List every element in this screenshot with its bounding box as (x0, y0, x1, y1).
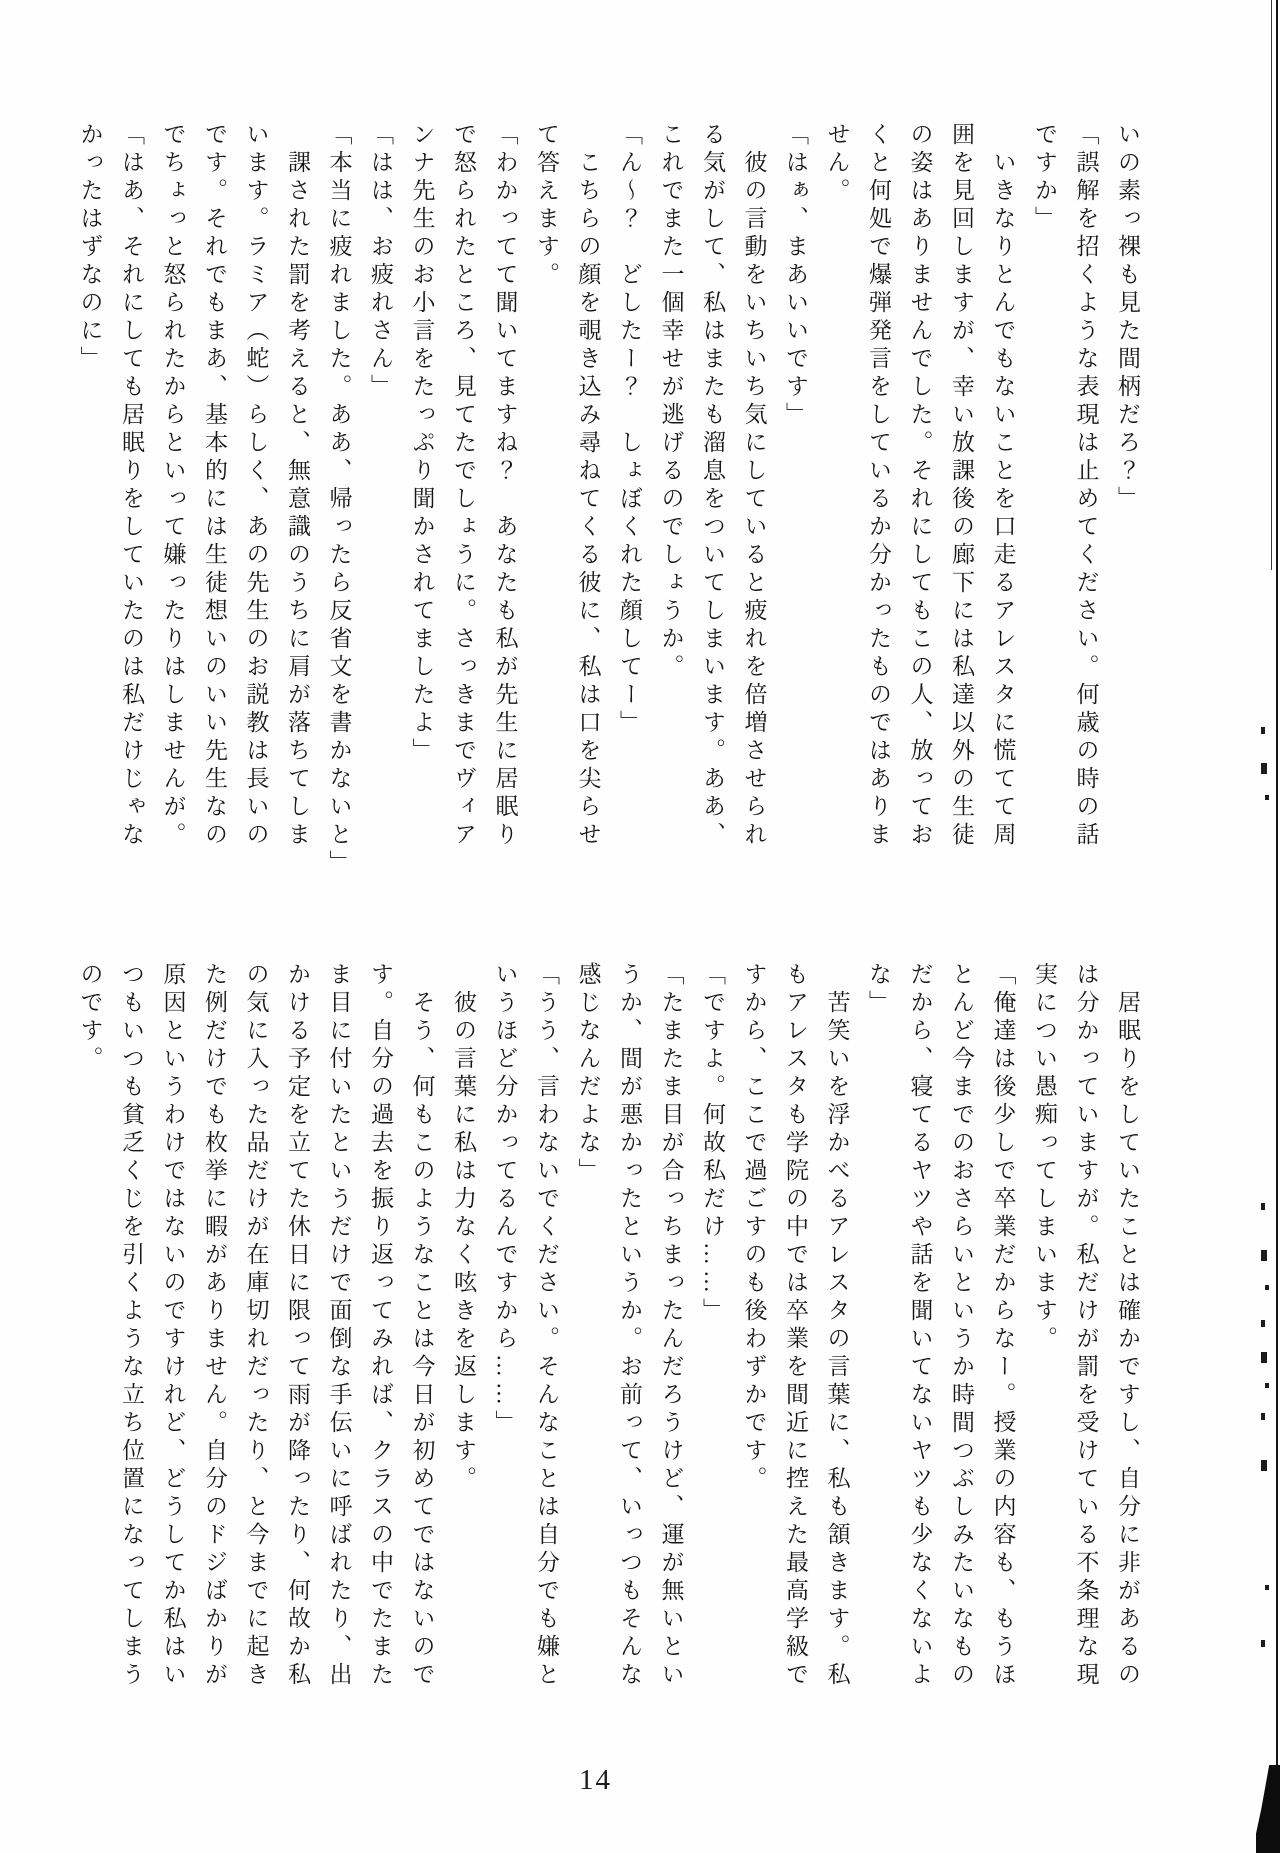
text-column: だから、寝てるヤツや話を聞いてないヤツも少なくないよ (907, 962, 933, 1690)
text-column: こちらの顔を覗き込み尋ねてくる彼に、私は口を尖らせ (575, 122, 601, 850)
text-column: ですか」 (1032, 122, 1057, 234)
text-column: 原因というわけではないのですけれど、どうしてか私はい (160, 962, 186, 1690)
text-column: のです。 (77, 962, 103, 1074)
text-column: 「ん〜？ どしたー？ しょぼくれた顔してー」 (617, 122, 642, 738)
scan-tick (1261, 1460, 1267, 1471)
scan-tick (1261, 727, 1265, 734)
text-column: せん。 (824, 122, 850, 206)
scan-tick (1261, 1413, 1265, 1420)
scan-tick (1265, 795, 1269, 800)
text-column: いの素っ裸も見た間柄だろ？」 (1115, 122, 1140, 514)
text-column: 課された罰を考えると、無意識のうちに肩が落ちてしま (285, 122, 310, 850)
text-column: 「俺達は後少しで卒業だからなー。授業の内容も、もうほ (990, 962, 1016, 1690)
text-column: る気がして、私はまたも溜息をついてしまいます。ああ、 (700, 122, 725, 850)
text-column: 感じなんだよな」 (575, 962, 601, 1186)
text-column: 居眠りをしていたことは確かですし、自分に非があるの (1115, 962, 1140, 1690)
text-column: 実につい愚痴ってしまいます。 (1032, 962, 1057, 1354)
text-column: すから、ここで過ごすのも後わずかです。 (741, 962, 767, 1494)
text-column: とんど今までのおさらいというか時間つぶしみたいなもの (949, 962, 974, 1690)
text-column: もアレスタも学院の中では卒業を間近に控えた最高学級で (783, 962, 808, 1690)
text-column: 「誤解を招くような表現は止めてください。何歳の時の話 (1073, 122, 1099, 850)
text-column: 彼の言葉に私は力なく呟きを返します。 (451, 962, 476, 1494)
text-column: す。自分の過去を振り返ってみれば、クラスの中でたまた (368, 962, 393, 1690)
text-column: でちょっと怒られたからといって嫌ったりはしませんが。 (160, 122, 186, 850)
text-column: 「はぁ、まあいいです」 (783, 122, 808, 430)
text-column: な」 (866, 962, 891, 1018)
text-column: 「本当に疲れました。ああ、帰ったら反省文を書かないと」 (326, 122, 352, 878)
page-number: 14 (579, 1764, 612, 1796)
scan-tick (1261, 1203, 1265, 1210)
scan-tick (1261, 763, 1267, 774)
text-column: ま目に付いたというだけで面倒な手伝いに呼ばれたり、出 (326, 962, 352, 1690)
text-column: は分かっていますが。私だけが罰を受けている不条理な現 (1073, 962, 1099, 1690)
text-column: ンナ先生のお小言をたっぷり聞かされてましたよ」 (409, 122, 435, 766)
text-column: 囲を見回しますが、幸い放課後の廊下には私達以外の生徒 (949, 122, 974, 850)
text-column: の姿はありませんでした。それにしてもこの人、放ってお (907, 122, 933, 850)
scan-tick (1261, 1250, 1267, 1261)
text-column: いきなりとんでもないことを口走るアレスタに慌てて周 (990, 122, 1016, 850)
text-column: いうほど分かってるんですから……」 (492, 962, 518, 1438)
text-column: です。それでもまあ、基本的には生徒想いのいい先生なの (202, 122, 227, 850)
text-column: つもいつも貧乏くじを引くような立ち位置になってしまう (119, 962, 144, 1690)
text-column: うか、間が悪かったというか。お前って、いっつもそんな (617, 962, 642, 1690)
text-column: そう、何もこのようなことは今日が初めてではないので (409, 962, 435, 1690)
text-column: います。ラミア（蛇）らしく、あの先生のお説教は長いの (243, 122, 269, 850)
text-column: た例だけでも枚挙に暇がありません。自分のドジばかりが (202, 962, 227, 1690)
text-column: て答えます。 (534, 122, 559, 290)
text-column: くと何処で爆弾発言をしているか分かったものではありま (866, 122, 891, 850)
text-column: 「うう、言わないでください。そんなことは自分でも嫌と (534, 962, 559, 1690)
text-column: 「はあ、それにしても居眠りをしていたのは私だけじゃな (119, 122, 144, 850)
text-column: かったはずなのに」 (77, 122, 103, 374)
scan-tick (1261, 1640, 1265, 1647)
scan-tick (1261, 1352, 1267, 1363)
text-column: の気に入った品だけが在庫切れだったり、と今までに起き (243, 962, 269, 1690)
text-column: 「たまたま目が合っちまったんだろうけど、運が無いとい (658, 962, 684, 1690)
text-column: 「ですよ。何故私だけ……」 (700, 962, 725, 1326)
text-column: 彼の言動をいちいち気にしていると疲れを倍増させられ (741, 122, 767, 850)
text-column: これでまた一個幸せが逃げるのでしょうか。 (658, 122, 684, 682)
text-column: 「わかってて聞いてますね？ あなたも私が先生に居眠り (492, 122, 518, 850)
scan-tick (1265, 1585, 1269, 1590)
scan-tick (1261, 1320, 1265, 1327)
text-column: 「はは、お疲れさん」 (368, 122, 393, 402)
text-column: 苦笑いを浮かべるアレスタの言葉に、私も頷きます。私 (824, 962, 850, 1690)
text-column: で怒られたところ、見てたでしょうに。さっきまでヴィア (451, 122, 476, 850)
text-column: かける予定を立てた休日に限って雨が降ったり、何故か私 (285, 962, 310, 1690)
scan-tick (1265, 1383, 1269, 1388)
scan-tick (1265, 1285, 1269, 1290)
